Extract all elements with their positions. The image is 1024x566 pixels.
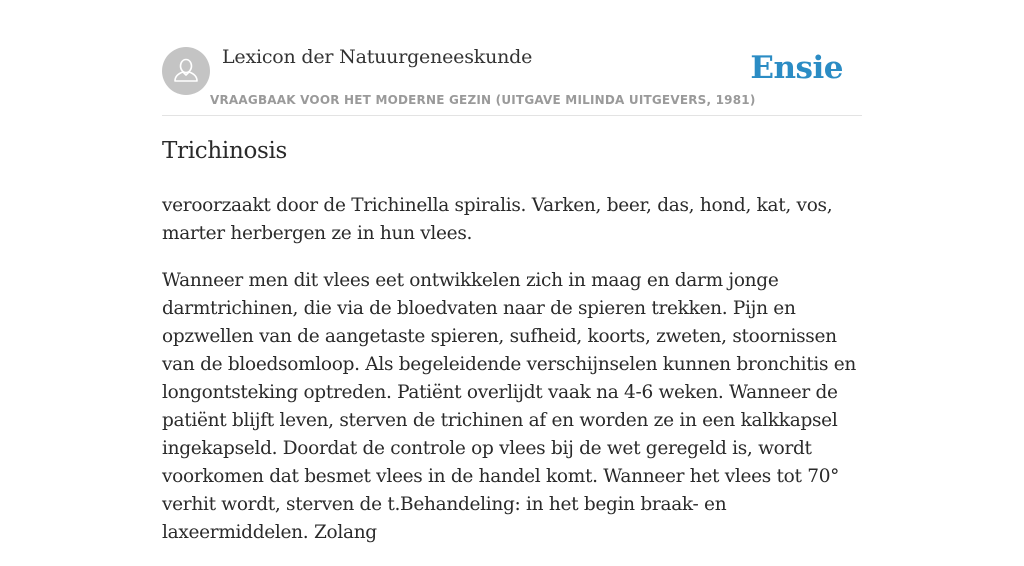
site-header <box>162 40 862 116</box>
entry-paragraph: Wanneer men dit vlees eet ontwikkelen zich in maag en darm jonge darmtrichinen, die via de bloedvaten naar de spieren trekken. Pijn en opzwellen van de aangetaste spieren, sufheid, koorts, zweten, stoornissen van de bloedsomloop. Als begeleidende verschijnselen kunnen bronchitis en longontsteking optreden. Patiënt overlijdt vaak na 4-6 weken. Wanneer de patiënt blijft leven, sterven de trichinen af en worden ze in een kalkkapsel ingekapseld. Doordat de controle op vlees bij de wet geregeld is, wordt voorkomen dat besmet vlees in de handel komt. Wanneer het vlees tot 70° verhit wordt, sterven de t.Behandeling: in het begin braak- en laxeermiddelen. Zolang <box>162 270 857 543</box>
entry-title: Trichinosis <box>162 138 288 164</box>
entry-content <box>162 192 862 566</box>
ensie-logo[interactable]: Ensie <box>750 50 843 86</box>
book-title[interactable]: Lexicon der Natuurgeneeskunde <box>222 46 533 68</box>
entry-paragraph: veroorzaakt door de Trichinella spiralis. Varken, beer, das, hond, kat, vos, marter herbergen ze in hun vlees. <box>162 195 833 244</box>
book-subtitle: VRAAGBAAK VOOR HET MODERNE GEZIN (UITGAVE MILINDA UITGEVERS, 1981) <box>210 93 756 107</box>
user-silhouette-icon[interactable] <box>162 47 210 95</box>
